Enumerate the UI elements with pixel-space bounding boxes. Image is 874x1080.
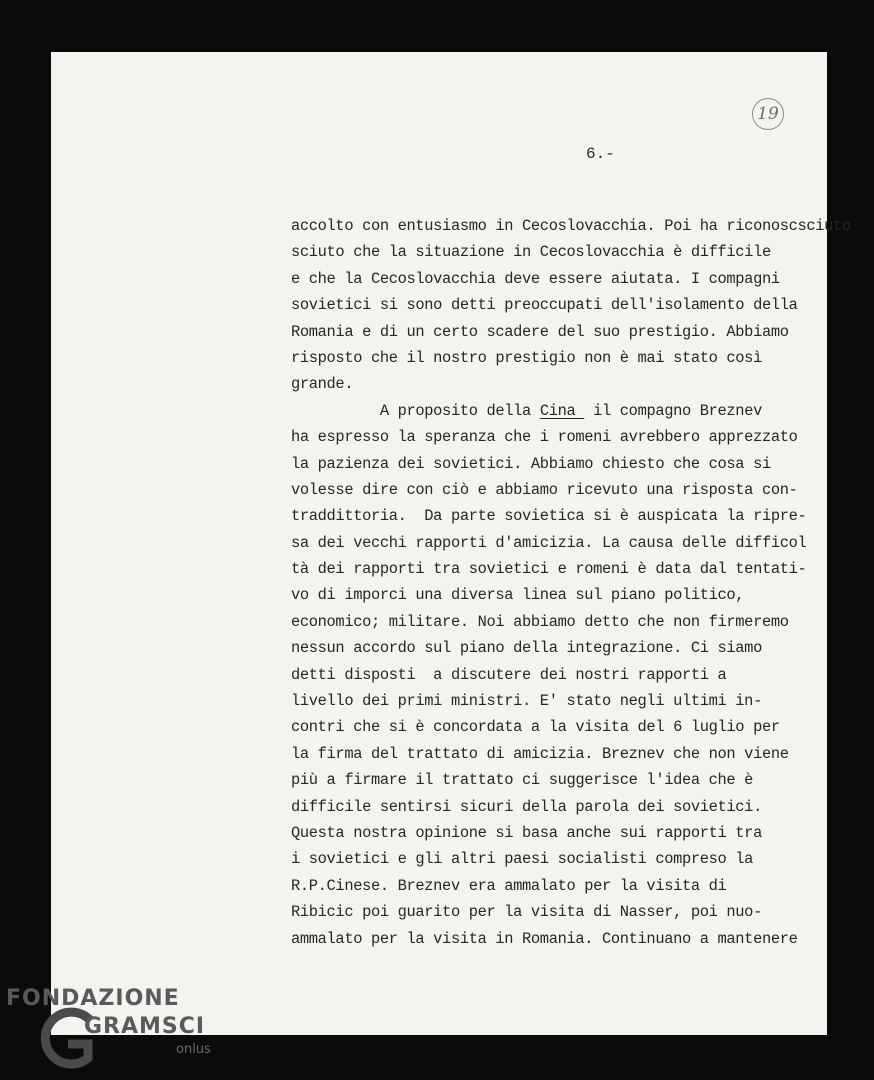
- watermark-line-1: FONDAZIONE: [6, 986, 180, 1011]
- text-line: risposto che il nostro prestigio non è mai stato così: [291, 348, 762, 367]
- fondazione-gramsci-watermark: [6, 986, 226, 1076]
- text-line: e che la Cecoslovacchia deve essere aiutata. I compagni: [291, 269, 780, 288]
- text-line: volesse dire con ciò e abbiamo ricevuto una risposta con-: [291, 480, 798, 499]
- text-line: nessun accordo sul piano della integrazione. Ci siamo: [291, 639, 762, 658]
- text-line: ammalato per la visita in Romania. Continuano a mantenere: [291, 929, 798, 948]
- document-body: [291, 213, 851, 952]
- text-line: difficile sentirsi sicuri della parola dei sovietici.: [291, 797, 762, 816]
- page-number: 6.-: [586, 145, 615, 163]
- text-line: tà dei rapporti tra sovietici e romeni è data dal tentati-: [291, 560, 807, 579]
- text-line: la pazienza dei sovietici. Abbiamo chiesto che cosa si: [291, 454, 771, 473]
- document-page: [51, 52, 851, 1035]
- text-line: Questa nostra opinione si basa anche sui rapporti tra: [291, 823, 762, 842]
- text-line: sovietici si sono detti preoccupati dell'isolamento della: [291, 296, 798, 315]
- text-line: più a firmare il trattato ci suggerisce l'idea che è: [291, 771, 754, 790]
- watermark-suffix: onlus: [176, 1042, 211, 1057]
- text-line: ha espresso la speranza che i romeni avrebbero apprezzato: [291, 428, 798, 447]
- text-line: la firma del trattato di amicizia. Breznev che non viene: [291, 744, 789, 763]
- text-segment: A proposito della: [291, 401, 540, 420]
- text-line: contri che si è concordata a la visita del 6 luglio per: [291, 718, 780, 737]
- text-line: accolto con entusiasmo in Cecoslovacchia. Poi ha riconoscsciuto: [291, 217, 851, 235]
- text-line: R.P.Cinese. Breznev era ammalato per la visita di: [291, 876, 727, 895]
- text-segment: il compagno Breznev: [584, 401, 762, 420]
- text-line: traddittoria. Da parte sovietica si è auspicata la ripre-: [291, 507, 807, 526]
- text-line: Ribicic poi guarito per la visita di Nasser, poi nuo-: [291, 903, 762, 922]
- text-line: grande.: [291, 375, 354, 394]
- text-line: sciuto che la situazione in Cecoslovacchia è difficile: [291, 243, 771, 262]
- watermark-line-2: GRAMSCI: [84, 1014, 206, 1039]
- text-line: Romania e di un certo scadere del suo prestigio. Abbiamo: [291, 322, 789, 341]
- text-line: livello dei primi ministri. E' stato negli ultimi in-: [291, 692, 762, 711]
- archive-page-number: 19: [752, 98, 784, 130]
- text-line: economico; militare. Noi abbiamo detto che non firmeremo: [291, 612, 789, 631]
- text-line: detti disposti a discutere dei nostri rapporti a: [291, 665, 727, 684]
- text-line: sa dei vecchi rapporti d'amicizia. La causa delle difficol: [291, 533, 807, 552]
- text-line: [291, 398, 821, 424]
- text-line: vo di imporci una diversa linea sul piano politico,: [291, 586, 745, 605]
- underlined-word: Cina: [539, 401, 585, 420]
- text-line: i sovietici e gli altri paesi socialisti compreso la: [291, 850, 754, 869]
